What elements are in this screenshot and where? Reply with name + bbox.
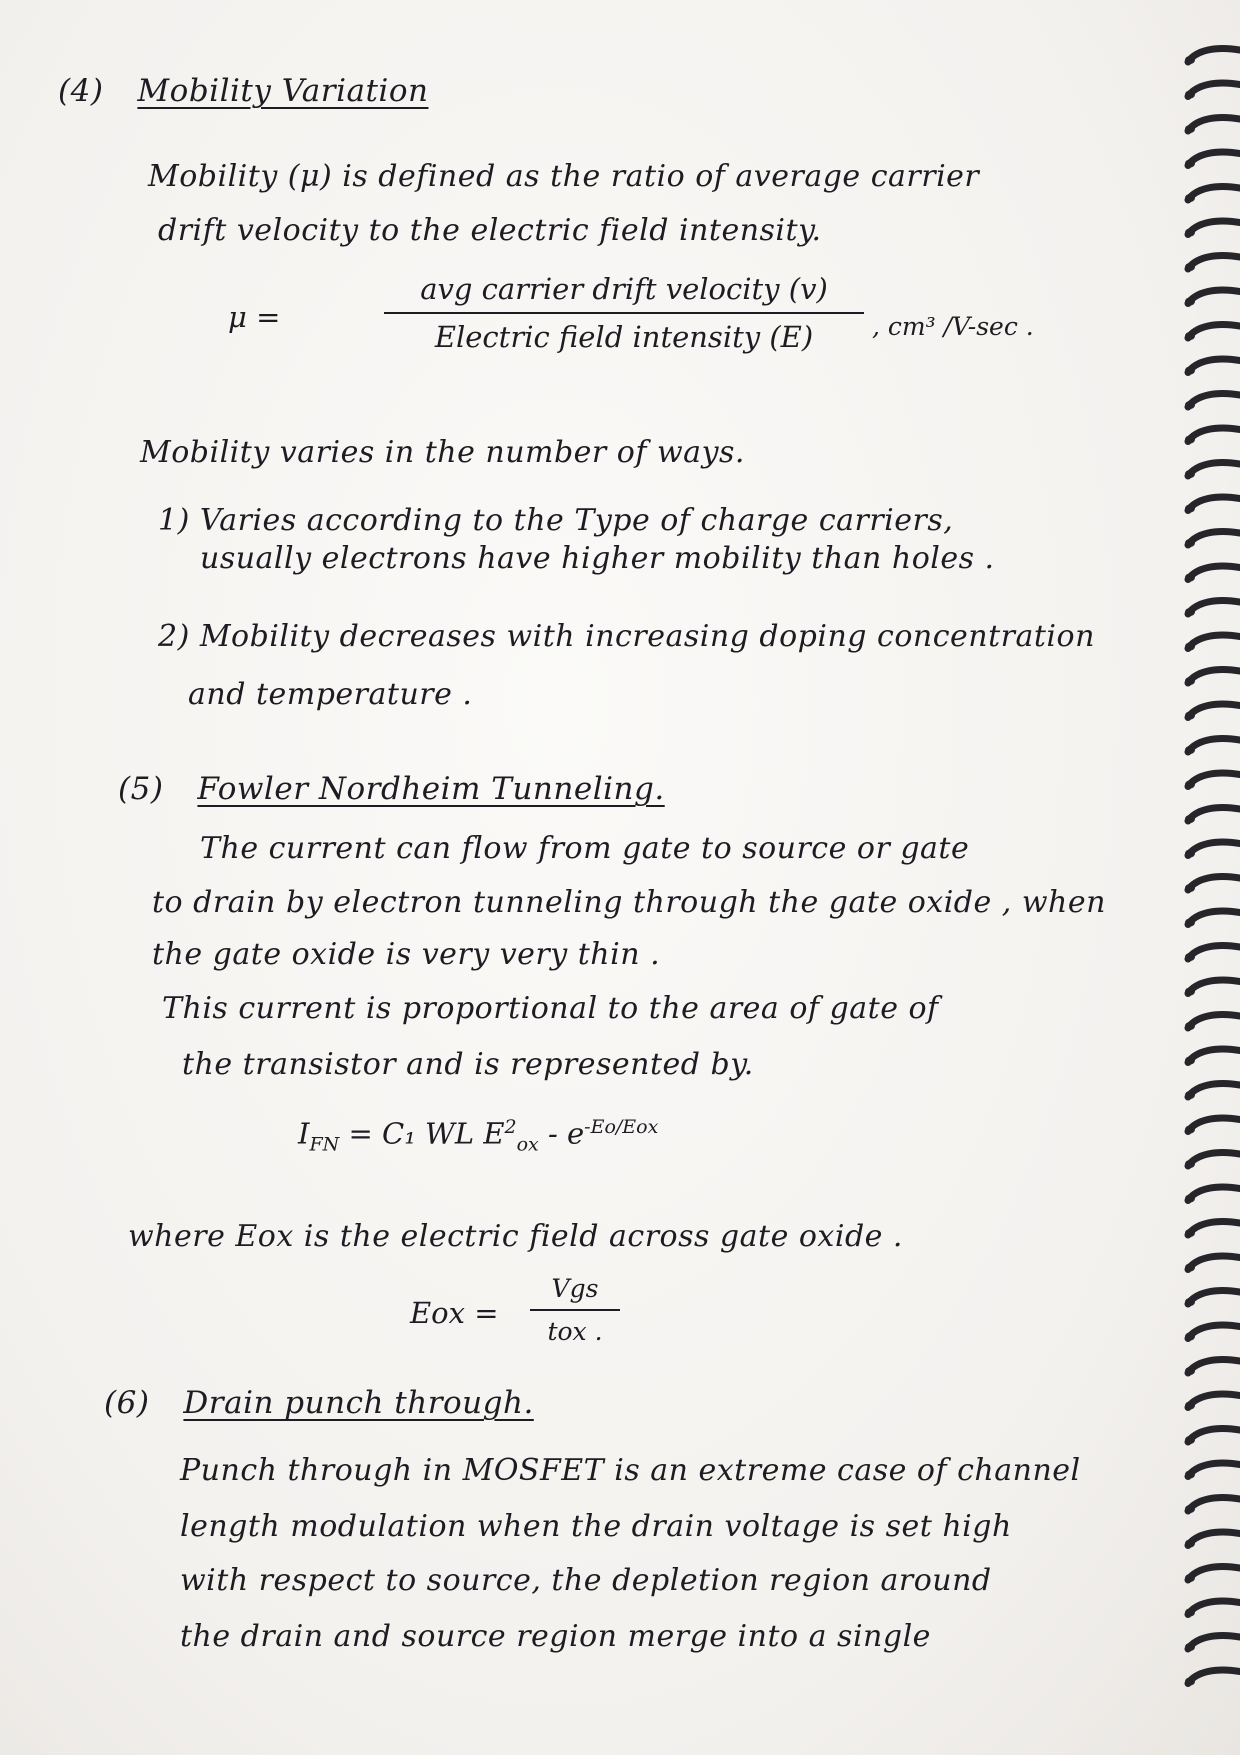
- punch-line-1: Punch through in MOSFET is an extreme case of channel: [180, 1453, 1081, 1488]
- eq-subscript: FN: [309, 1133, 340, 1156]
- spiral-ring: [1185, 1118, 1240, 1134]
- spiral-ring: [1185, 394, 1240, 410]
- spiral-ring: [1185, 1360, 1240, 1376]
- spiral-ring: [1185, 497, 1240, 513]
- spiral-ring: [1185, 325, 1240, 341]
- section-title: Fowler Nordheim Tunneling.: [197, 771, 665, 807]
- section-4-heading: [58, 72, 428, 110]
- point-2-line-1: 2) Mobility decreases with increasing doping concentration: [158, 619, 1095, 654]
- spiral-ring: [1185, 704, 1240, 720]
- spiral-ring: [1185, 463, 1240, 479]
- eq-exponent: -Eo/Eox: [584, 1116, 659, 1138]
- spiral-ring: [1185, 808, 1240, 824]
- spiral-ring: [1185, 566, 1240, 582]
- spiral-ring: [1185, 1463, 1240, 1479]
- mobility-equation-lhs: μ =: [228, 300, 281, 334]
- spiral-ring: [1185, 980, 1240, 996]
- spiral-ring: [1185, 946, 1240, 962]
- point-1-line-2: usually electrons have higher mobility than holes .: [200, 541, 995, 576]
- spiral-ring: [1185, 1256, 1240, 1272]
- spiral-ring: [1185, 118, 1240, 134]
- spiral-ring: [1185, 1325, 1240, 1341]
- spiral-ring: [1185, 1153, 1240, 1169]
- spiral-ring: [1185, 221, 1240, 237]
- spiral-ring: [1185, 49, 1240, 65]
- eq-subscript: ox: [516, 1133, 539, 1156]
- spiral-ring: [1185, 1670, 1240, 1686]
- punch-line-4: the drain and source region merge into a single: [180, 1619, 931, 1654]
- tunneling-line-1: The current can flow from gate to source or gate: [200, 831, 970, 866]
- definition-line-1: Mobility (μ) is defined as the ratio of average carrier: [148, 159, 980, 194]
- spiral-ring: [1185, 670, 1240, 686]
- eox-equation-lhs: Eox =: [410, 1296, 499, 1330]
- spiral-ring: [1185, 428, 1240, 444]
- section-title: Drain punch through.: [183, 1385, 534, 1421]
- spiral-binding: [1176, 40, 1240, 1740]
- spiral-ring: [1185, 152, 1240, 168]
- spiral-ring: [1185, 1291, 1240, 1307]
- spiral-ring: [1185, 601, 1240, 617]
- spiral-ring: [1185, 256, 1240, 272]
- spiral-ring: [1185, 187, 1240, 203]
- mobility-unit: , cm³ /V-sec .: [872, 312, 1034, 341]
- eox-equation-fraction: [530, 1274, 620, 1346]
- spiral-ring: [1185, 83, 1240, 99]
- spiral-ring: [1185, 739, 1240, 755]
- section-5-heading: [118, 770, 665, 808]
- mobility-equation-fraction: [384, 272, 864, 354]
- spiral-ring: [1185, 1601, 1240, 1617]
- definition-line-2: drift velocity to the electric field intensity.: [158, 213, 822, 248]
- punch-line-3: with respect to source, the depletion region around: [180, 1563, 992, 1598]
- section-number: (6): [104, 1385, 150, 1421]
- spiral-ring: [1185, 635, 1240, 651]
- point-2-line-2: and temperature .: [188, 677, 473, 712]
- fraction-bar: [530, 1309, 620, 1311]
- section-number: (4): [58, 73, 104, 109]
- spiral-ring: [1185, 773, 1240, 789]
- point-1-line-1: 1) Varies according to the Type of charge carriers,: [158, 503, 954, 538]
- spiral-ring: [1185, 1222, 1240, 1238]
- eq-symbol: I: [298, 1116, 310, 1151]
- eq-exponential: - e: [547, 1116, 585, 1151]
- spiral-ring: [1185, 1532, 1240, 1548]
- varies-intro: Mobility varies in the number of ways.: [140, 435, 745, 470]
- spiral-ring: [1185, 1084, 1240, 1100]
- spiral-ring: [1185, 842, 1240, 858]
- tunneling-line-5: the transistor and is represented by.: [182, 1047, 754, 1082]
- spiral-ring: [1185, 1636, 1240, 1652]
- fraction-numerator: avg carrier drift velocity (v): [420, 272, 828, 306]
- eq-rhs: = C₁ WL E: [348, 1116, 505, 1151]
- spiral-ring: [1185, 1394, 1240, 1410]
- section-number: (5): [118, 771, 164, 807]
- spiral-ring: [1185, 1429, 1240, 1445]
- spiral-ring: [1185, 290, 1240, 306]
- tunneling-line-3: the gate oxide is very very thin .: [152, 937, 661, 972]
- spiral-ring: [1185, 1015, 1240, 1031]
- where-line: where Eox is the electric field across gate oxide .: [128, 1219, 903, 1254]
- tunneling-line-4: This current is proportional to the area of gate of: [162, 991, 939, 1026]
- fn-current-equation: [298, 1116, 658, 1155]
- section-title: Mobility Variation: [137, 73, 429, 109]
- tunneling-line-2: to drain by electron tunneling through the gate oxide , when: [152, 885, 1106, 920]
- fraction-denominator: tox .: [547, 1317, 603, 1346]
- fraction-numerator: Vgs: [551, 1274, 599, 1303]
- fraction-denominator: Electric field intensity (E): [434, 320, 814, 354]
- spiral-ring: [1185, 1567, 1240, 1583]
- spiral-ring: [1185, 1187, 1240, 1203]
- spiral-ring: [1185, 911, 1240, 927]
- spiral-ring: [1185, 532, 1240, 548]
- section-6-heading: [104, 1384, 534, 1422]
- punch-line-2: length modulation when the drain voltage is set high: [180, 1509, 1012, 1544]
- fraction-bar: [384, 312, 864, 314]
- spiral-ring: [1185, 877, 1240, 893]
- eq-superscript: 2: [504, 1116, 517, 1138]
- spiral-ring: [1185, 1498, 1240, 1514]
- spiral-ring: [1185, 359, 1240, 375]
- spiral-ring: [1185, 1049, 1240, 1065]
